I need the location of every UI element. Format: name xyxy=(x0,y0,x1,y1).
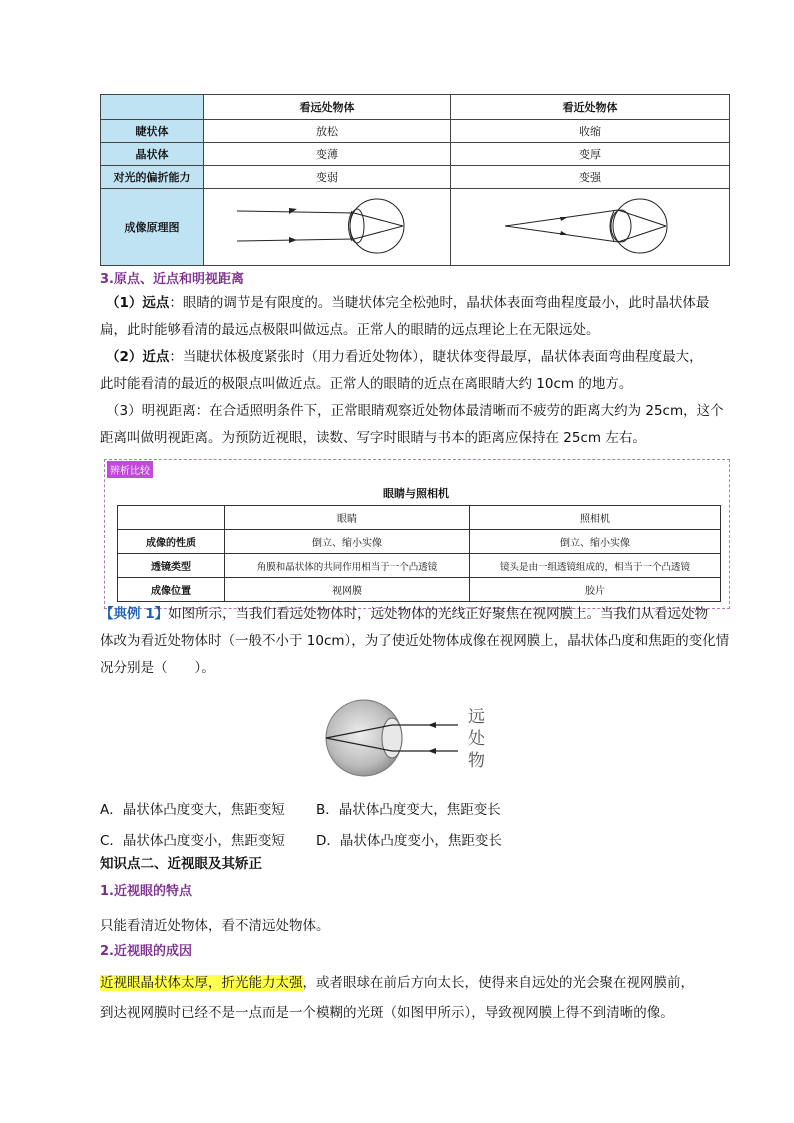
table2-cell: 镜头是由一组透镜组成的，相当于一个凸透镜 xyxy=(470,554,721,578)
part2-title: 知识点二、近视眼及其矫正 xyxy=(100,856,262,872)
table1-row-label: 睫状体 xyxy=(101,120,204,143)
near-point-text-2: 此时能看清的最近的极限点叫做近点。正常人的眼睛的近点在离眼睛大约 10cm 的地方。 xyxy=(100,376,633,392)
table2-corner xyxy=(118,506,225,530)
table2-header-camera: 照相机 xyxy=(470,506,721,530)
table2-row-label: 成像位置 xyxy=(118,578,225,602)
near-vision-eye-diagram xyxy=(490,193,690,259)
far-point-text-2: 扁，此时能够看清的最远点极限叫做远点。正常人的眼睛的远点理论上在无限远处。 xyxy=(100,322,600,338)
distinct-vision-text: （3）明视距离：在合适照明条件下，正常眼睛观察近处物体最清晰而不疲劳的距离大约为 25cm，这个 xyxy=(106,403,724,419)
far-vision-eye-diagram xyxy=(227,193,427,259)
eye-accommodation-table xyxy=(100,94,730,266)
option-d: D．晶状体凸度变小，焦距变长 xyxy=(316,833,502,849)
figure-label xyxy=(468,706,490,772)
myopia-features-text: 只能看清近处物体，看不清远处物体。 xyxy=(100,918,330,934)
table1-header-far: 看远处物体 xyxy=(204,95,451,120)
option-a: A．晶状体凸度变大，焦距变短 xyxy=(100,802,285,818)
table1-cell: 放松 xyxy=(204,120,451,143)
far-vision-diagram-cell xyxy=(204,189,451,266)
near-vision-diagram-cell xyxy=(451,189,730,266)
example-text-2: 体改为看近处物体时（一般不小于 10cm），为了使近处物体成像在视网膜上，晶状体凸度和焦距的变化情 xyxy=(100,633,730,649)
figure-label-char: 处 xyxy=(468,729,485,749)
table2-cell: 胶片 xyxy=(470,578,721,602)
example-text-3: 况分别是（ ）。 xyxy=(100,660,215,676)
example-tag: 【典例 1】 xyxy=(100,606,169,622)
table2-row-label: 透镜类型 xyxy=(118,554,225,578)
table2-cell: 倒立、缩小实像 xyxy=(225,530,470,554)
table1-cell: 变弱 xyxy=(204,166,451,189)
option-c: C．晶状体凸度变小，焦距变短 xyxy=(100,833,285,849)
table1-corner xyxy=(101,95,204,120)
table2-header-eye: 眼睛 xyxy=(225,506,470,530)
table1-header-near: 看近处物体 xyxy=(451,95,730,120)
table2-cell: 倒立、缩小实像 xyxy=(470,530,721,554)
table1-cell: 变薄 xyxy=(204,143,451,166)
myopia-cause-text-2: 到达视网膜时已经不是一点而是一个模糊的光斑（如图甲所示），导致视网膜上得不到清晰的像。 xyxy=(100,1005,674,1021)
section-title: 3.原点、近点和明视距离 xyxy=(100,272,244,287)
table2-row-label: 成像的性质 xyxy=(118,530,225,554)
comparison-title: 眼睛与照相机 xyxy=(383,487,449,500)
table2-cell: 视网膜 xyxy=(225,578,470,602)
far-point-text: ：眼睛的调节是有限度的。当睫状体完全松弛时，晶状体表面弯曲程度最小，此时晶状体最 xyxy=(169,295,710,311)
comparison-tag: 辨析比较 xyxy=(107,461,153,478)
far-point-label: （1）远点 xyxy=(106,295,170,311)
eye-figure xyxy=(318,698,494,778)
table1-cell: 变强 xyxy=(451,166,730,189)
table1-cell: 变厚 xyxy=(451,143,730,166)
example-text: 如图所示，当我们看远处物体时，远处物体的光线正好聚焦在视网膜上。当我们从看远处物 xyxy=(168,606,709,622)
far-point-paragraph xyxy=(100,290,730,452)
eye-camera-table xyxy=(117,505,721,602)
highlighted-text: 近视眼晶状体太厚，折光能力太强 xyxy=(100,975,303,991)
example-question xyxy=(100,601,732,682)
myopia-features-title: 1.近视眼的特点 xyxy=(100,884,192,899)
myopia-cause-title: 2.近视眼的成因 xyxy=(100,944,192,959)
myopia-cause-text xyxy=(100,968,734,1028)
myopia-cause-rest: ，或者眼球在前后方向太长，使得来自远处的光会聚在视网膜前， xyxy=(302,975,694,991)
near-point-label: （2）近点 xyxy=(106,349,170,365)
table1-row-label: 对光的偏折能力 xyxy=(101,166,204,189)
figure-label-char: 远 xyxy=(468,707,485,727)
figure-label-char: 物 xyxy=(468,751,485,771)
table2-cell: 角膜和晶状体的共同作用相当于一个凸透镜 xyxy=(225,554,470,578)
table1-cell: 收缩 xyxy=(451,120,730,143)
option-b: B．晶状体凸度变大，焦距变长 xyxy=(316,802,501,818)
table1-row-label: 成像原理图 xyxy=(101,189,204,266)
near-point-text: ：当睫状体极度紧张时（用力看近处物体），睫状体变得最厚，晶状体表面弯曲程度最大， xyxy=(169,349,703,365)
distinct-vision-text-2: 距离叫做明视距离。为预防近视眼，读数、写字时眼睛与书本的距离应保持在 25cm 左右。 xyxy=(100,430,646,446)
table1-row-label: 晶状体 xyxy=(101,143,204,166)
